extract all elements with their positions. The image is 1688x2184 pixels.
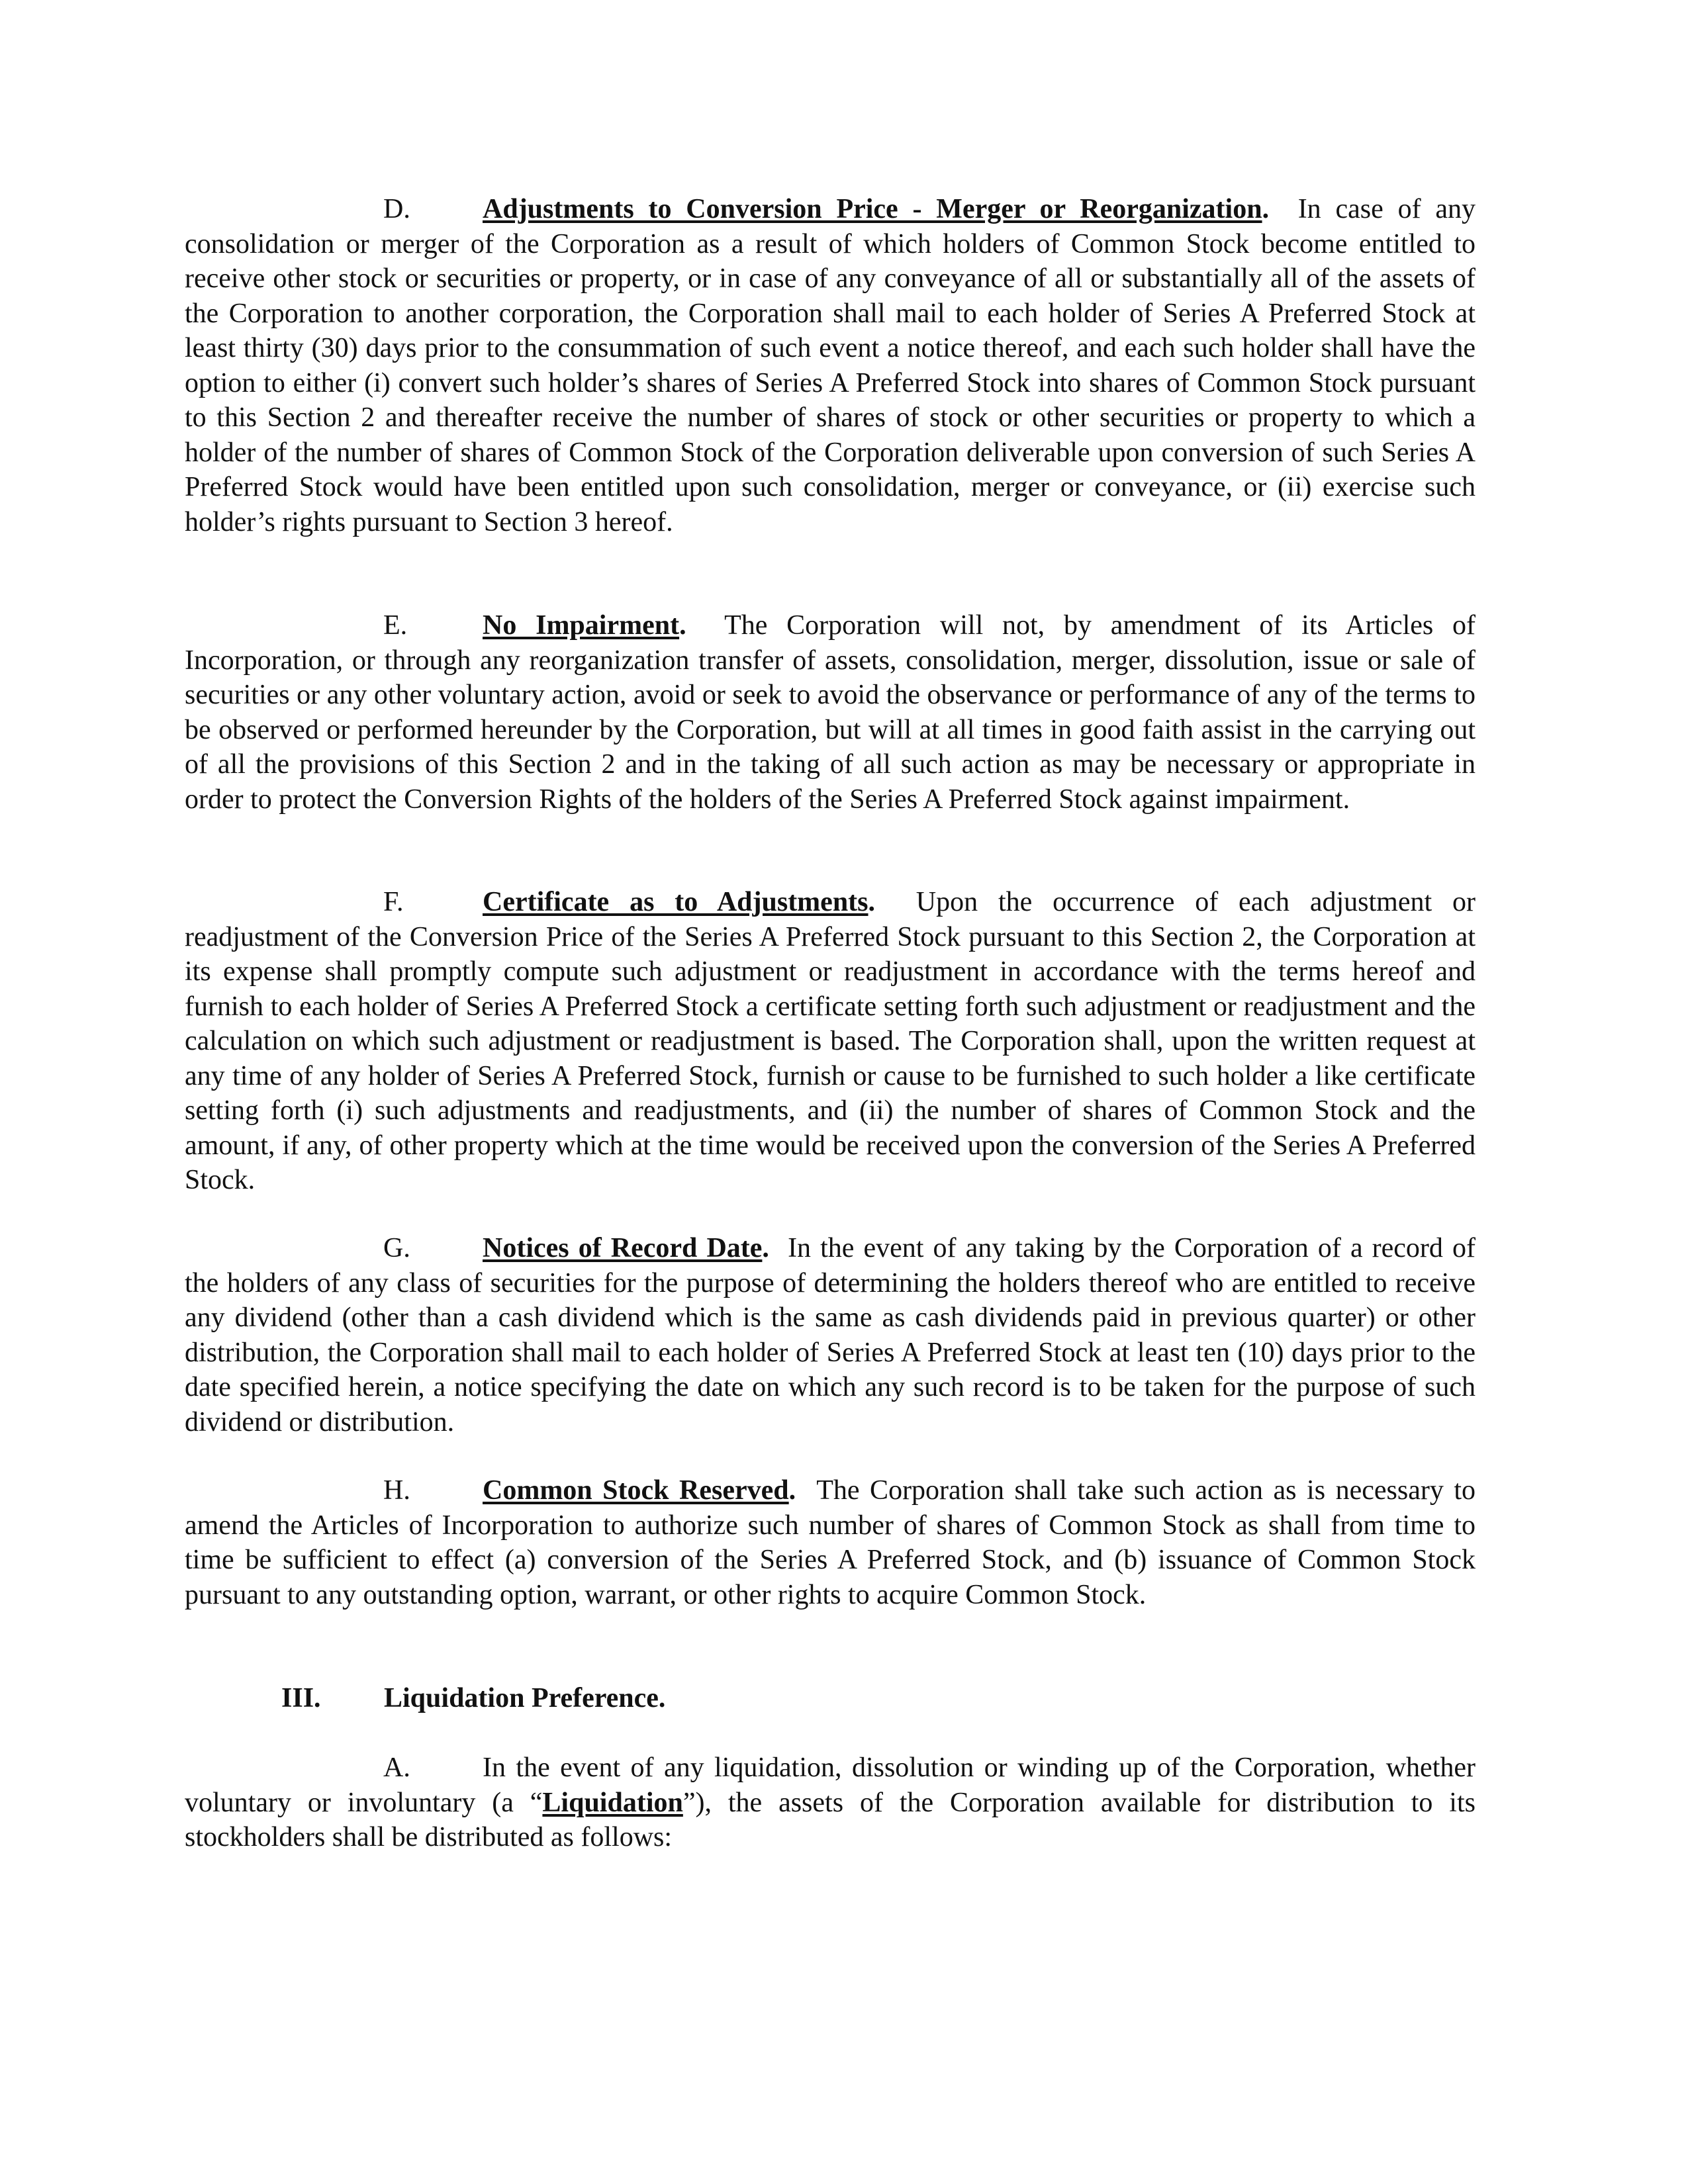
paragraph-d — [185, 192, 1476, 539]
paragraph-letter: H. — [383, 1475, 410, 1506]
paragraph-letter: E. — [383, 610, 408, 641]
paragraph-h — [185, 1473, 1476, 1612]
paragraph-title: Common Stock Reserved — [483, 1475, 789, 1506]
section-title: Liquidation Preference. — [384, 1683, 666, 1713]
paragraph-text-before: In the event of any liquidation, dissolution or winding up of the Corporation, whether voluntary or involuntary (a “ — [185, 1752, 1476, 1818]
paragraph-title: Certificate as to Adjustments — [483, 887, 868, 917]
paragraph-body: Upon the occurrence of each adjustment or readjustment of the Conversion Price of the Series A Preferred Stock pursuant to this Section 2, the Corporation at its expense shall promptly compute such adjustment or readjustment in accordance with the terms hereof and furnish to each holder of Series A Preferred Stock a certificate setting forth such adjustment or readjustment and the calculation on which such adjustment or readjustment is based. The Corporation shall, upon the written request at any time of any holder of Series A Preferred Stock, furnish or cause to be furnished to such holder a like certificate setting forth (i) such adjustments and readjustments, and (ii) the number of shares of Common Stock and the amount, if any, of other property which at the time would be received upon the conversion of the Series A Preferred Stock. — [185, 887, 1476, 1195]
paragraph-body: The Corporation shall take such action as is necessary to amend the Articles of Incorporation to authorize such number of shares of Common Stock as shall from time to time be sufficient to effect (a) conversion of the Series A Preferred Stock, and (b) issuance of Common Stock pursuant to any outstanding option, warrant, or other rights to acquire Common Stock. — [185, 1475, 1476, 1610]
paragraph-body: The Corporation will not, by amendment of its Articles of Incorporation, or through any reorganization transfer of assets, consolidation, merger, dissolution, issue or sale of securities or any other voluntary action, avoid or seek to avoid the observance or performance of any of the terms to be observed or performed hereunder by the Corporation, but will at all times in good faith assist in the carrying out of all the provisions of this Section 2 and in the taking of all such action as may be necessary or appropriate in order to protect the Conversion Rights of the holders of the Series A Preferred Stock against impairment. — [185, 610, 1476, 815]
title-period: . — [1262, 194, 1270, 224]
title-period: . — [788, 1475, 796, 1506]
section-number: III. — [281, 1683, 321, 1713]
paragraph-f — [185, 885, 1476, 1198]
paragraph-body: In the event of any taking by the Corporation of a record of the holders of any class of securities for the purpose of determining the holders thereof who are entitled to receive any dividend (other than a cash dividend which is the same as cash dividends paid in previous quarter) or other distribution, the Corporation shall mail to each holder of Series A Preferred Stock at least ten (10) days prior to the date specified herein, a notice specifying the date on which any such record is to be taken for the purpose of such dividend or distribution. — [185, 1233, 1476, 1437]
paragraph-letter: G. — [383, 1233, 410, 1263]
paragraph-e — [185, 608, 1476, 817]
paragraph-title: No Impairment — [483, 610, 680, 641]
paragraph-text-after: ”), the assets of the Corporation available for distribution to its stockholders shall be distributed as follows: — [185, 1787, 1476, 1852]
paragraph-liquidation-a — [185, 1751, 1476, 1855]
paragraph-letter: A. — [383, 1752, 410, 1783]
paragraph-title: Notices of Record Date — [483, 1233, 763, 1263]
defined-term: Liquidation — [542, 1787, 683, 1818]
title-period: . — [679, 610, 686, 641]
title-period: . — [762, 1233, 769, 1263]
paragraph-body: In case of any consolidation or merger of the Corporation as a result of which holders of Common Stock become entitled to receive other stock or securities or property, or in case of any conveyance of all or substantially all of the assets of the Corporation to another corporation, the Corporation shall mail to each holder of Series A Preferred Stock at least thirty (30) days prior to the consummation of such event a notice thereof, and each such holder shall have the option to either (i) convert such holder’s shares of Series A Preferred Stock into shares of Common Stock pursuant to this Section 2 and thereafter receive the number of shares of stock or other securities or property to which a holder of the number of shares of Common Stock of the Corporation deliverable upon conversion of such Series A Preferred Stock would have been entitled upon such consolidation, merger or conveyance, or (ii) exercise such holder’s rights pursuant to Section 3 hereof. — [185, 194, 1476, 537]
title-period: . — [868, 887, 876, 917]
section-heading — [281, 1681, 665, 1716]
paragraph-letter: F. — [383, 887, 404, 917]
paragraph-title: Adjustments to Conversion Price - Merger or Reorganization — [483, 194, 1262, 224]
paragraph-g — [185, 1231, 1476, 1439]
paragraph-letter: D. — [383, 194, 410, 224]
